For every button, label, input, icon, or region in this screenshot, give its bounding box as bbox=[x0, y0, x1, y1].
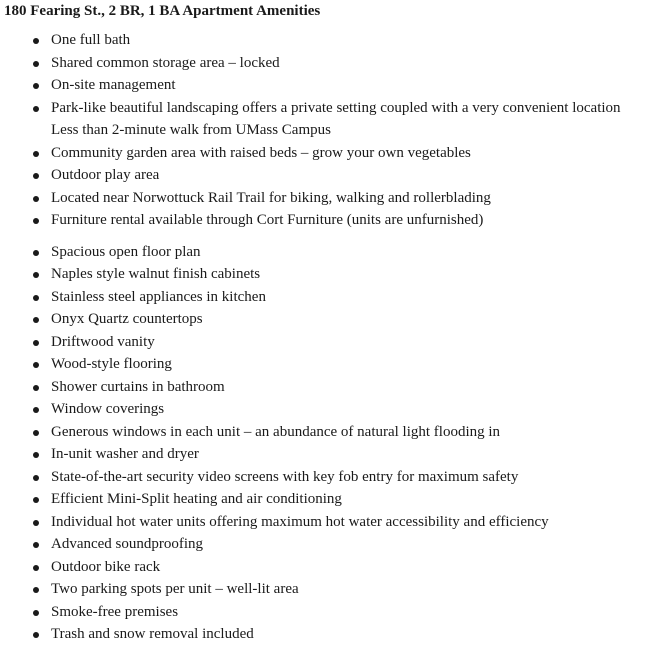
list-item bbox=[4, 511, 664, 534]
list-item-text: Onyx Quartz countertops bbox=[51, 311, 203, 327]
bullet-icon bbox=[33, 83, 39, 89]
list-item-text: State-of-the-art security video screens with key fob entry for maximum safety bbox=[51, 468, 519, 485]
bullet-icon bbox=[33, 475, 39, 481]
list-item bbox=[4, 52, 664, 75]
list-item-text: One full bath bbox=[51, 32, 131, 48]
list-item bbox=[4, 241, 664, 264]
list-item-text-continued: Less than 2-minute walk from UMass Campus bbox=[51, 122, 331, 138]
list-item-text: Located near Norwottuck Rail Trail for biking, walking and rollerblading bbox=[51, 189, 491, 206]
list-item-text: Wood-style flooring bbox=[51, 356, 172, 372]
list-item-text: Community garden area with raised beds – grow your own vegetables bbox=[51, 144, 471, 161]
bullet-icon bbox=[33, 295, 39, 301]
amenities-list-unit bbox=[4, 241, 664, 646]
bullet-icon bbox=[33, 218, 39, 224]
list-item bbox=[4, 533, 664, 556]
list-item bbox=[4, 398, 664, 421]
list-item bbox=[4, 74, 664, 97]
bullet-icon bbox=[33, 196, 39, 202]
list-item-text: Outdoor bike rack bbox=[51, 558, 161, 575]
list-item bbox=[4, 331, 664, 354]
bullet-icon bbox=[33, 385, 39, 391]
list-item-text: Generous windows in each unit – an abundance of natural light flooding in bbox=[51, 423, 501, 440]
list-item bbox=[4, 263, 664, 286]
list-item bbox=[4, 376, 664, 399]
list-item bbox=[4, 421, 664, 444]
bullet-icon bbox=[33, 452, 39, 458]
bullet-icon bbox=[33, 61, 39, 67]
bullet-icon bbox=[33, 317, 39, 323]
list-item-text: Driftwood vanity bbox=[51, 333, 155, 350]
list-item bbox=[4, 164, 664, 187]
bullet-icon bbox=[33, 587, 39, 593]
bullet-icon bbox=[33, 632, 39, 638]
list-item bbox=[4, 466, 664, 489]
list-item bbox=[4, 601, 664, 624]
list-item-text: Shower curtains in bathroom bbox=[51, 378, 225, 395]
bullet-icon bbox=[33, 173, 39, 179]
list-item-text: Smoke-free premises bbox=[51, 603, 179, 620]
bullet-icon bbox=[33, 430, 39, 436]
list-item-text: Stainless steel appliances in kitchen bbox=[51, 288, 266, 305]
bullet-icon bbox=[33, 610, 39, 616]
list-item bbox=[4, 187, 664, 210]
list-item bbox=[4, 29, 664, 52]
bullet-icon bbox=[33, 542, 39, 548]
list-item-text: In-unit washer and dryer bbox=[51, 446, 199, 462]
list-item bbox=[4, 209, 664, 232]
list-item-text: Naples style walnut finish cabinets bbox=[51, 266, 261, 282]
list-item-text: Spacious open floor plan bbox=[51, 243, 201, 260]
list-item bbox=[4, 286, 664, 309]
list-item-text: Window coverings bbox=[51, 401, 165, 417]
list-item bbox=[4, 578, 664, 601]
bullet-icon bbox=[33, 272, 39, 278]
list-item bbox=[4, 488, 664, 511]
list-item-text: Efficient Mini-Split heating and air conditioning bbox=[51, 491, 342, 507]
bullet-icon bbox=[33, 151, 39, 157]
bullet-icon bbox=[33, 520, 39, 526]
list-item-text: On-site management bbox=[51, 77, 176, 93]
page-title: 180 Fearing St., 2 BR, 1 BA Apartment Amenities bbox=[4, 3, 321, 19]
bullet-icon bbox=[33, 340, 39, 346]
list-item bbox=[4, 308, 664, 331]
bullet-icon bbox=[33, 565, 39, 571]
list-item-text: Advanced soundproofing bbox=[51, 536, 204, 552]
bullet-icon bbox=[33, 497, 39, 503]
list-item bbox=[4, 353, 664, 376]
bullet-icon bbox=[33, 407, 39, 413]
list-item-text: Individual hot water units offering maximum hot water accessibility and efficiency bbox=[51, 513, 549, 530]
list-item bbox=[4, 142, 664, 165]
list-item-text: Two parking spots per unit – well-lit area bbox=[51, 581, 299, 597]
amenities-list-general bbox=[4, 29, 664, 232]
bullet-icon bbox=[33, 38, 39, 44]
list-item bbox=[4, 556, 664, 579]
list-item-text: Trash and snow removal included bbox=[51, 626, 254, 642]
list-item bbox=[4, 443, 664, 466]
bullet-icon bbox=[33, 106, 39, 112]
list-item-text: Furniture rental available through Cort Furniture (units are unfurnished) bbox=[51, 212, 484, 228]
list-item-text: Shared common storage area – locked bbox=[51, 54, 280, 71]
list-item-text: Outdoor play area bbox=[51, 167, 160, 183]
list-item bbox=[4, 97, 664, 142]
bullet-icon bbox=[33, 362, 39, 368]
list-item bbox=[4, 623, 664, 646]
bullet-icon bbox=[33, 250, 39, 256]
list-item-text: Park-like beautiful landscaping offers a private setting coupled with a very convenient location bbox=[51, 99, 621, 116]
